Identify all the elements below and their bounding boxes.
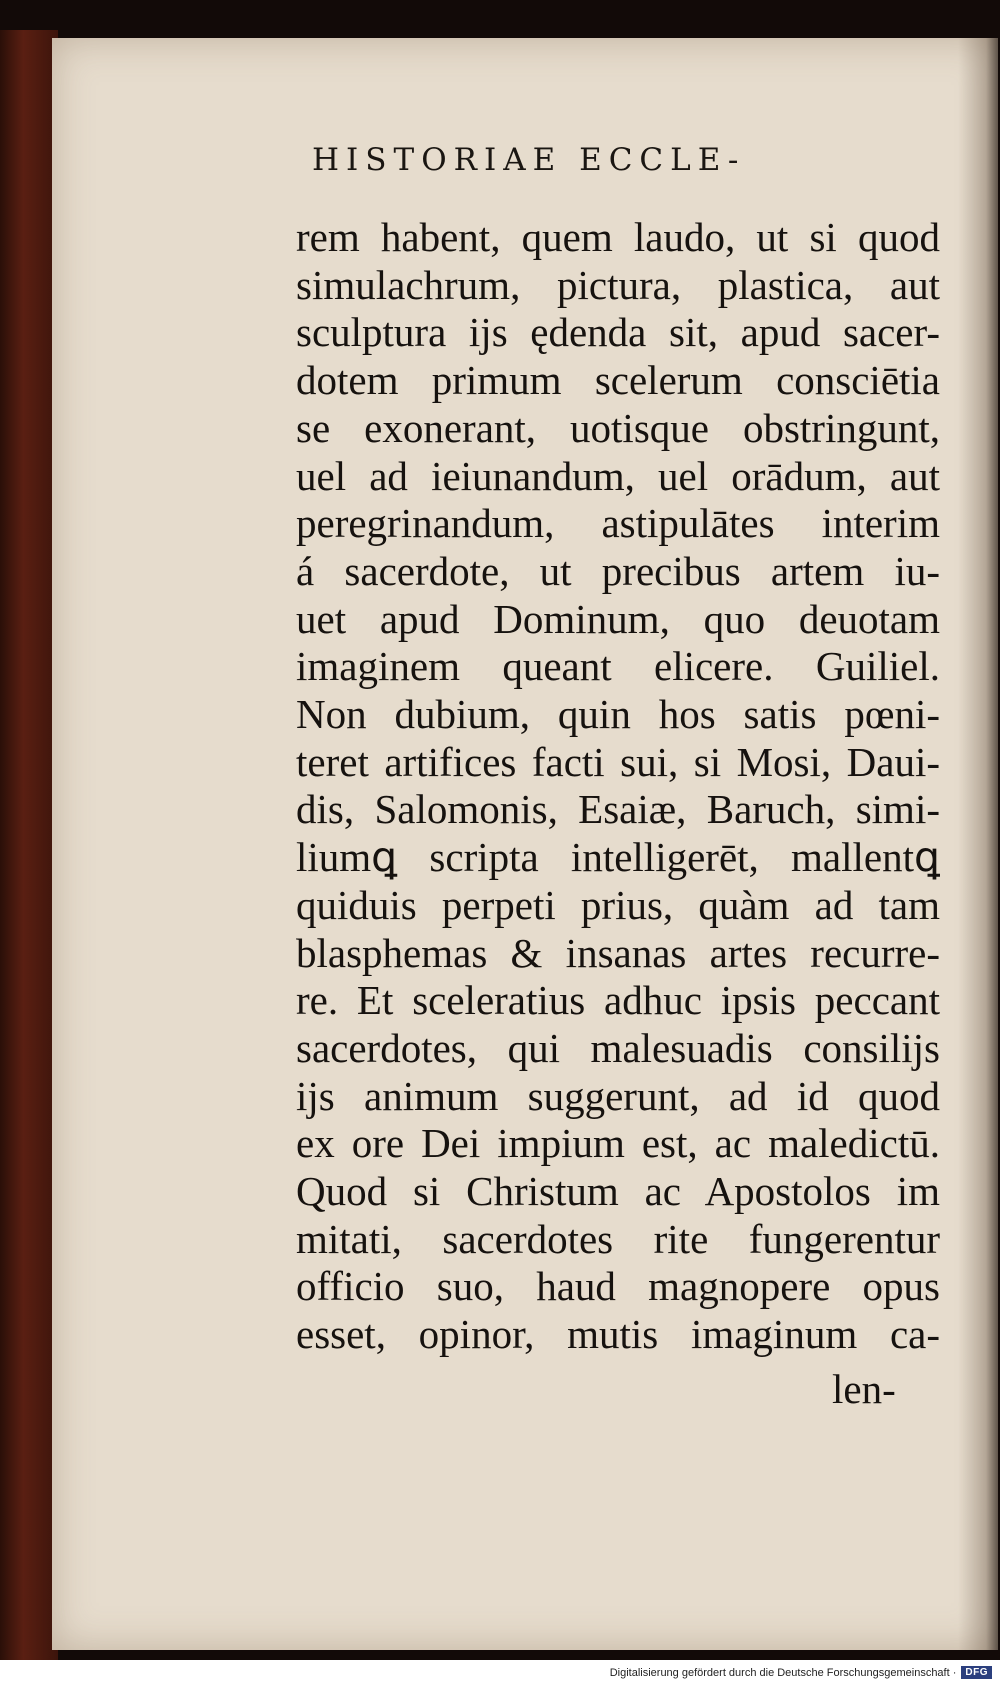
text-line: officio suo, haud magnopere opus <box>296 1263 940 1310</box>
text-line: dis, Salomonis, Esaiæ, Baruch, simi- <box>296 786 940 833</box>
text-line: uel ad ieiunandum, uel orādum, aut <box>296 452 940 499</box>
binding-edge <box>0 30 58 1660</box>
body-text <box>296 214 940 1359</box>
text-line: ex ore Dei impium est, ac maledictū. <box>296 1120 940 1167</box>
text-line: esset, opinor, mutis imaginum ca- <box>296 1311 940 1358</box>
running-title: HISTORIAE ECCLE- <box>312 142 746 178</box>
footer-credit: Digitalisierung gefördert durch die Deutsche Forschungsgemeinschaft · <box>609 1666 957 1679</box>
catchword: len- <box>832 1366 896 1412</box>
page-gutter-shadow <box>958 38 998 1650</box>
text-line: liumꝗ scripta intelligerēt, mallentꝗ <box>296 834 940 881</box>
text-line: dotem primum scelerum consciētia <box>296 357 940 404</box>
text-line: á sacerdote, ut precibus artem iu- <box>296 547 940 594</box>
text-line: se exonerant, uotisque obstringunt, <box>296 404 940 451</box>
text-line: quiduis perpeti prius, quàm ad tam <box>296 881 940 928</box>
text-line: mitati, sacerdotes rite fungerentur <box>296 1215 940 1262</box>
text-line: sculptura ijs ędenda sit, apud sacer- <box>296 309 940 356</box>
text-line: ijs animum suggerunt, ad id quod <box>296 1072 940 1119</box>
text-line: Non dubium, quin hos satis pœni- <box>296 691 940 738</box>
text-line: blasphemas & insanas artes recurre- <box>296 929 940 976</box>
text-line: uet apud Dominum, quo deuotam <box>296 595 940 642</box>
text-line: Quod si Christum ac Apostolos im <box>296 1168 940 1215</box>
text-line: simulachrum, pictura, plastica, aut <box>296 261 940 308</box>
text-line: rem habent, quem laudo, ut si quod <box>296 214 940 260</box>
text-line: re. Et sceleratius adhuc ipsis peccant <box>296 977 940 1024</box>
digitization-footer <box>0 1660 1000 1685</box>
dfg-logo-icon[interactable]: DFG <box>961 1666 992 1679</box>
text-line: teret artifices facti sui, si Mosi, Daui- <box>296 738 940 785</box>
text-line: peregrinandum, astipulātes interim <box>296 500 940 547</box>
text-line: sacerdotes, qui malesuadis consilijs <box>296 1024 940 1071</box>
text-line: imaginem queant elicere. Guiliel. <box>296 643 940 690</box>
